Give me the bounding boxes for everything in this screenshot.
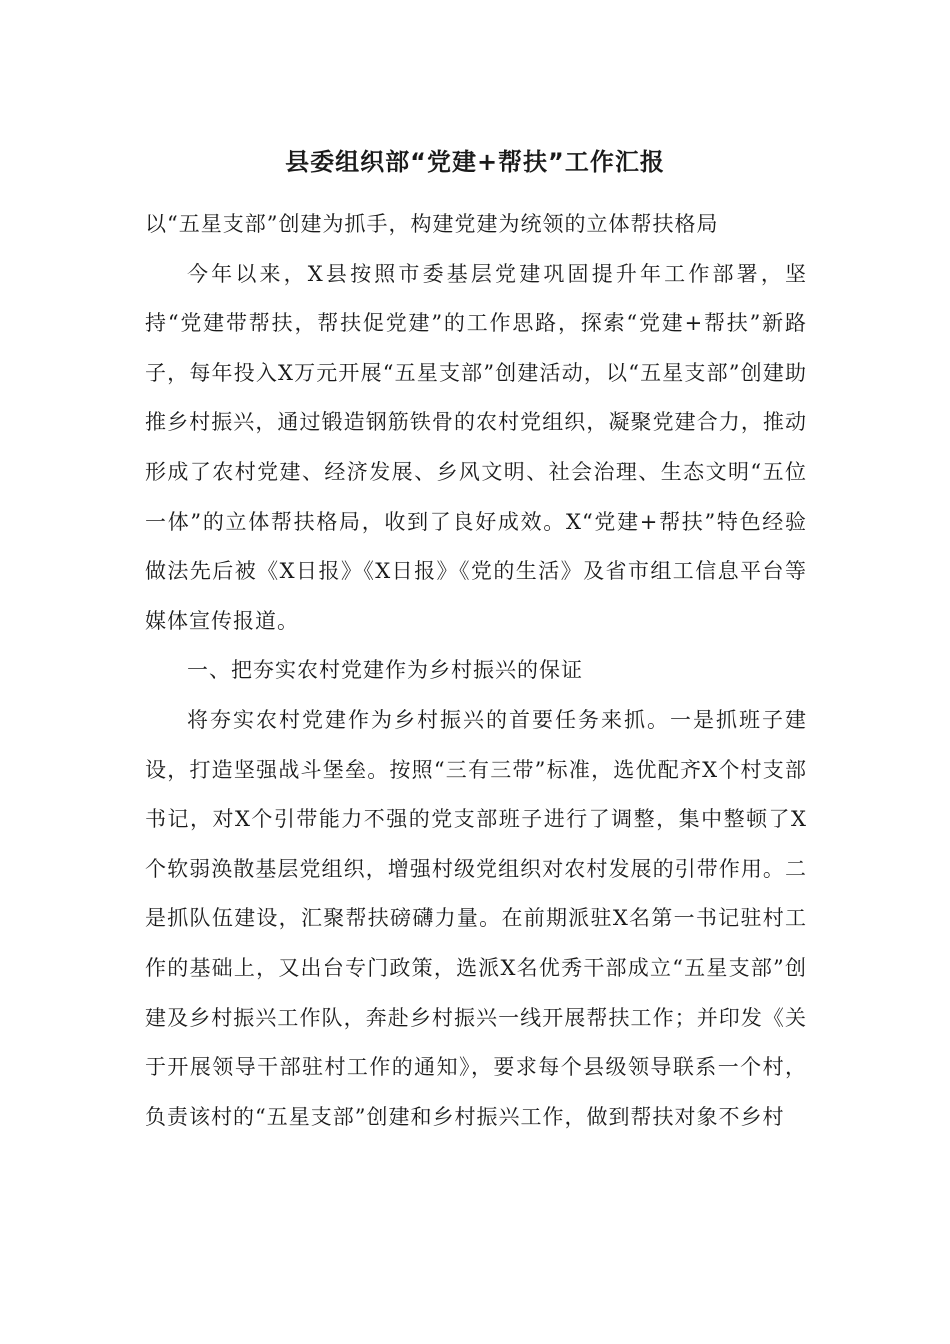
paragraph-section-1: 将夯实农村党建作为乡村振兴的首要任务来抓。一是抓班子建设，打造坚强战斗堡垒。按照“三有三带”标准，选优配齐X个村支部书记，对X个引带能力不强的党支部班子进行了调整，集中整顿了X个软弱涣散基层党组织，增强村级党组织对农村发展的引带作用。二是抓队伍建设，汇聚帮扶磅礴力量。在前期派驻X名第一书记驻村工作的基础上，又出台专门政策，选派X名优秀干部成立“五星支部”创建及乡村振兴工作队，奔赴乡村振兴一线开展帮扶工作；并印发《关于开展领导干部驻村工作的通知》，要求每个县级领导联系一个村，负责该村的“五星支部”创建和乡村振兴工作，做到帮扶对象不乡村 — [145, 707, 807, 1129]
document-body — [145, 200, 807, 1142]
document-subtitle: 以“五星支部”创建为抓手，构建党建为统领的立体帮扶格局 — [145, 212, 719, 236]
paragraph-intro: 今年以来，X县按照市委基层党建巩固提升年工作部署，坚持“党建带帮扶，帮扶促党建”的工作思路，探索“党建+帮扶”新路子，每年投入X万元开展“五星支部”创建活动，以“五星支部”创建助推乡村振兴，通过锻造钢筋铁骨的农村党组织，凝聚党建合力，推动形成了农村党建、经济发展、乡风文明、社会治理、生态文明“五位一体”的立体帮扶格局，收到了良好成效。X“党建+帮扶”特色经验做法先后被《X日报》《X日报》《党的生活》及省市组工信息平台等媒体宣传报道。 — [145, 261, 807, 633]
section-heading-1: 一、把夯实农村党建作为乡村振兴的保证 — [187, 658, 583, 683]
document-title: 县委组织部“党建+帮扶”工作汇报 — [285, 148, 665, 176]
